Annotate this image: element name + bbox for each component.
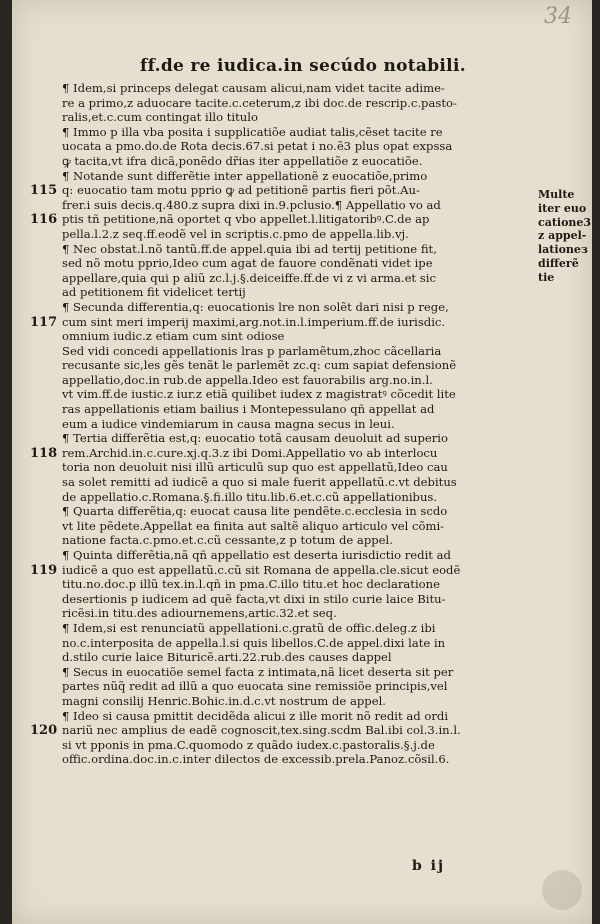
text-line: ¶ Secunda differentia,q: euocationis lre non solẽt dari nisi p rege, xyxy=(62,299,449,314)
text-line: de appellatio.c.Romana.§.fi.illo titu.lib.6.et.c.cũ appellationibus. xyxy=(62,489,438,504)
text-line: ptis tñ petitione,nã oportet q vbo appellet.l.litigatoribꝰ.C.de ap xyxy=(62,212,430,227)
signature-mark: b ij xyxy=(412,858,446,874)
margin-number: 118 xyxy=(30,446,58,461)
margin-number: 117 xyxy=(30,314,58,330)
text-line: nariũ nec amplius de eadẽ cognoscit,tex.sing.scdm Bal.ibi col.3.in.l. xyxy=(62,723,461,738)
side-note-line: Multe xyxy=(538,188,575,201)
text-line: ricẽsi.in titu.des adiournemens,artic.32.et seq. xyxy=(62,606,337,621)
margin-number: 115 xyxy=(30,183,58,199)
text-line: ¶ Ideo si causa pmittit decidẽda alicui z ille morit nõ redit ad ordi xyxy=(62,708,449,723)
text-line: pella.l.2.z seq.ff.eodẽ vel in scriptis.c.pmo de appella.lib.vj. xyxy=(62,226,409,241)
side-note-line: catione3 xyxy=(538,215,592,229)
page-stain xyxy=(542,870,582,910)
text-line: ¶ Nec obstat.l.nõ tantũ.ff.de appel.quia ibi ad tertij petitione fit, xyxy=(62,241,437,256)
document-page xyxy=(12,0,592,924)
text-line: magni consilij Henric.Bohic.in.d.c.vt nostrum de appel. xyxy=(62,693,386,708)
text-line: vt vim.ff.de iustic.z iur.z etiã quilibet iudex z magistratꝰ cõcedit lite xyxy=(62,387,456,402)
text-line: frer.i suis decis.q.480.z supra dixi in.9.pclusio.¶ Appellatio vo ad xyxy=(62,197,441,212)
side-note-line: differẽ xyxy=(538,256,579,270)
text-line: offic.ordina.doc.in.c.inter dilectos de excessib.prela.Panoz.cõsil.6. xyxy=(62,752,450,767)
text-line: ras appellationis etiam bailius i Montepessulano qñ appellat ad xyxy=(62,402,435,417)
text-line: ¶ Idem,si est renunciatũ appellationi.c.gratũ de offic.deleg.z ibi xyxy=(62,620,436,635)
text-line: appellatio,doc.in rub.de appella.Ideo est fauorabilis arg.no.in.l. xyxy=(62,372,433,387)
side-note-line: lationeз xyxy=(538,243,588,257)
text-line: cum sint meri imperij maximi,arg.not.in.l.imperium.ff.de iurisdic. xyxy=(62,314,446,329)
running-head: ff.de re iudica.in secúdo notabili. xyxy=(140,56,466,76)
text-line: desertionis p iudicem ad quẽ facta,vt dixi in stilo curie laice Bitu- xyxy=(62,591,446,606)
margin-number: 116 xyxy=(30,212,58,228)
text-line: ralis,et.c.cum contingat illo titulo xyxy=(62,110,258,125)
text-line: d.stilo curie laice Bituricẽ.arti.22.rub.des causes dappel xyxy=(62,650,392,665)
text-line: Sed vidi concedi appellationis lras p parlamẽtum,zhoc cãcellaria xyxy=(62,343,442,358)
text-line: toria non deuoluit nisi illũ articulũ sup quo est appellatũ,Ideo cau xyxy=(62,460,448,475)
text-line: appellare,quia qui p aliũ zc.l.j.§.deiceiffe.ff.de vi z vi arma.et sic xyxy=(62,270,436,285)
text-line: eum a iudice vindemiarum in causa magna secus in leui. xyxy=(62,416,395,431)
side-note-line: iter euo xyxy=(538,201,587,215)
margin-number: 119 xyxy=(30,562,58,578)
text-line: omnium iudic.z etiam cum sint odiose xyxy=(62,329,285,344)
text-line: recusante sic,les gẽs tenãt le parlemẽt zc.q: cum sapiat defensionẽ xyxy=(62,358,457,373)
side-note xyxy=(538,188,592,285)
text-line: uocata a pmo.do.de Rota decis.67.si petat i no.ẽ3 plus opat expssa xyxy=(62,139,453,154)
text-line: si vt pponis in pma.C.quomodo z quãdo iudex.c.pastoralis.§.j.de xyxy=(62,737,435,752)
text-line: ¶ Tertia differẽtia est,q: euocatio totã causam deuoluit ad superio xyxy=(62,431,448,446)
margin-number: 120 xyxy=(30,723,58,739)
text-line: iudicẽ a quo est appellatũ.c.cũ sit Romana de appella.cle.sicut eodẽ xyxy=(62,562,461,577)
text-line: ¶ Quarta differẽtia,q: euocat causa lite pendẽte.c.ecclesia in scdo xyxy=(62,504,448,519)
side-note-line: z appel- xyxy=(538,229,587,243)
folio-mark: 34 xyxy=(544,4,572,29)
side-note-line: tie xyxy=(538,270,555,284)
text-line: vt lite pẽdete.Appellat ea finita aut saltẽ aliquo articulo vel cõmi- xyxy=(62,518,445,533)
text-line: ¶ Quinta differẽtia,nã qñ appellatio est deserta iurisdictio redit ad xyxy=(62,548,451,562)
text-line: no.c.interposita de appella.l.si quis libellos.C.de appel.dixi late in xyxy=(62,635,446,650)
text-line: rem.Archid.in.c.cure.xj.q.3.z ibi Domi.Appellatio vo ab interlocu xyxy=(62,445,438,460)
body-text xyxy=(62,81,538,767)
text-line: ¶ Idem,si princeps delegat causam alicui,nam videt tacite adime- xyxy=(62,81,445,95)
text-line: re a primo,z aduocare tacite.c.ceterum,z ibi doc.de rescrip.c.pasto- xyxy=(62,95,457,110)
text-line: titu.no.doc.p illũ tex.in.l.qñ in pma.C.illo titu.et hoc declaratione xyxy=(62,577,440,592)
text-line: sa solet remitti ad iudicẽ a quo si male fuerit appellatũ.c.vt debitus xyxy=(62,475,457,490)
text-line: ad petitionem fit videlicet tertij xyxy=(62,285,246,300)
text-line: natione facta.c.pmo.et.c.cũ cessante,z p totum de appel. xyxy=(62,533,393,548)
text-line: ¶ Immo p illa vba posita i supplicatiõe audiat talis,cẽset tacite re xyxy=(62,124,443,139)
text-line: sed nõ motu pprio,Ideo cum agat de fauore condẽnati videt ipe xyxy=(62,256,433,271)
text-line: ¶ Notande sunt differẽtie inter appellationẽ z euocatiõe,primo xyxy=(62,168,428,183)
text-line: partes nũq̃ redit ad illũ a quo euocata sine remissiõe principis,vel xyxy=(62,679,448,694)
text-line: ꝙ tacita,vt ifra dicã,ponẽdo dr̃ias iter appellatiõe z euocatiõe. xyxy=(62,153,423,168)
text-line: q: euocatio tam motu pprio ꝙ ad petitionẽ partis fieri põt.Au- xyxy=(62,183,420,198)
text-line: ¶ Secus in euocatiõe semel facta z intimata,nã licet deserta sit per xyxy=(62,664,454,679)
